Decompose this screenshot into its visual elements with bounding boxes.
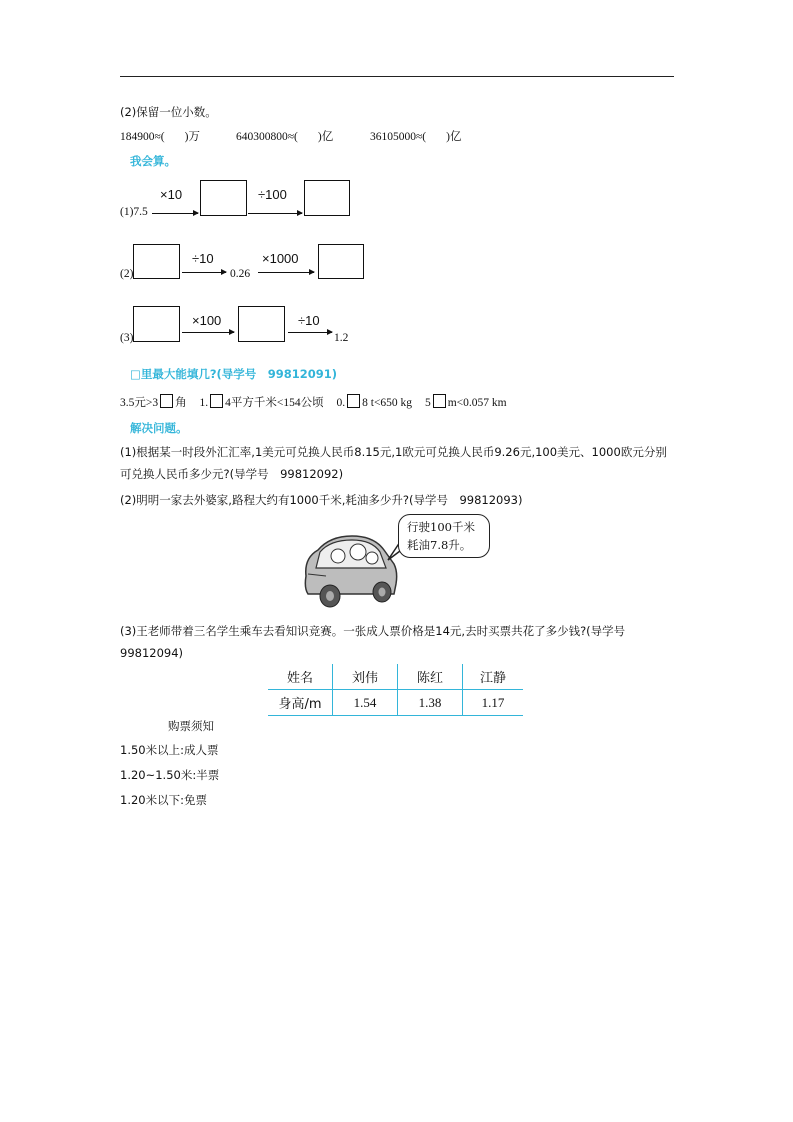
fill-part: m<0.057 km [447,397,507,409]
answer-box[interactable] [238,306,285,342]
arrow [182,272,226,273]
header-rule [120,76,674,77]
table-header: 陈红 [398,664,463,690]
arrow [248,213,302,214]
fill-part: 1. [199,397,209,409]
speech-bubble [398,514,490,558]
table-header-row [268,664,523,690]
question-3: (3)王老师带着三名学生乘车去看知识竞赛。一张成人票价格是14元,去时买票共花了多少钱?(导学号 99812094) [120,624,637,660]
table-cell: 1.38 [398,690,463,716]
calc-row3-op2: ÷10 [298,313,320,328]
answer-box[interactable] [318,244,364,279]
bubble-line-1: 行驶100千米 [407,520,475,534]
calc-row2-mid: 0.26 [230,268,251,280]
rounding-item-1 [120,128,200,144]
fill-line [120,394,507,410]
calc-row1-op2: ÷100 [258,187,287,202]
calc-heading: 我会算。 [130,154,176,168]
table-row-label: 身高/m [268,690,333,716]
fill-part: 8 t<650 kg [362,397,413,409]
arrow [288,332,332,333]
notice-line: 1.20米以下:免票 [120,793,207,807]
rounding-unit: )万 [184,131,200,143]
section-title: (2)保留一位小数。 [120,105,217,119]
fill-heading: □里最大能填几?(导学号 99812091) [130,367,338,381]
calc-row2-op1: ÷10 [192,251,214,266]
arrow [258,272,314,273]
answer-box[interactable] [133,306,180,342]
answer-box[interactable] [304,180,350,216]
question-1: (1)根据某一时段外汇汇率,1美元可兑换人民币8.15元,1欧元可兑换人民币9.26元,100美元、1000欧元分别可兑换人民币多少元?(导学号 99812092) [120,445,667,481]
table-cell: 1.17 [463,690,524,716]
rounding-number: 184900≈( [120,131,165,143]
calc-row3-label: (3) [120,332,134,344]
notice-line: 1.50米以上:成人票 [120,743,219,757]
fill-part: 角 [175,397,187,409]
answer-box[interactable] [200,180,247,216]
calc-row3-op1: ×100 [192,313,222,328]
calc-row2-label: (2) [120,268,134,280]
solve-heading: 解决问题。 [130,421,188,435]
arrow [152,213,198,214]
fill-box[interactable] [160,394,173,408]
calc-row1-op1: ×10 [160,187,183,202]
rounding-number: 36105000≈( [370,131,427,143]
table-header: 刘伟 [333,664,398,690]
fill-part: 5 [424,397,431,409]
rounding-unit: )亿 [446,131,462,143]
rounding-unit: )亿 [317,131,334,143]
bubble-line-2: 耗油7.8升。 [407,538,472,552]
calc-row3-end: 1.2 [334,332,349,344]
calc-row1-label: (1)7.5 [120,206,148,218]
table-row [268,690,523,716]
height-table [268,664,523,716]
arrow [182,332,234,333]
rounding-item-2 [236,128,333,144]
question-2: (2)明明一家去外婆家,路程大约有1000千米,耗油多少升?(导学号 99812093) [120,493,523,507]
table-header: 江静 [463,664,524,690]
fill-part: 3.5元>3 [120,397,159,409]
rounding-number: 640300800≈( [236,131,298,143]
fill-box[interactable] [433,394,446,408]
table-cell: 1.54 [333,690,398,716]
fill-box[interactable] [347,394,360,408]
answer-box[interactable] [133,244,180,279]
notice-title: 购票须知 [168,719,214,733]
calc-row2-op2: ×1000 [262,251,299,266]
fill-box[interactable] [210,394,223,408]
fill-part: 0. [336,397,346,409]
table-header: 姓名 [268,664,333,690]
car-illustration [300,528,400,610]
fill-part: 4平方千米<154公顷 [225,397,324,409]
notice-line: 1.20~1.50米:半票 [120,768,220,782]
rounding-item-3 [370,128,462,144]
